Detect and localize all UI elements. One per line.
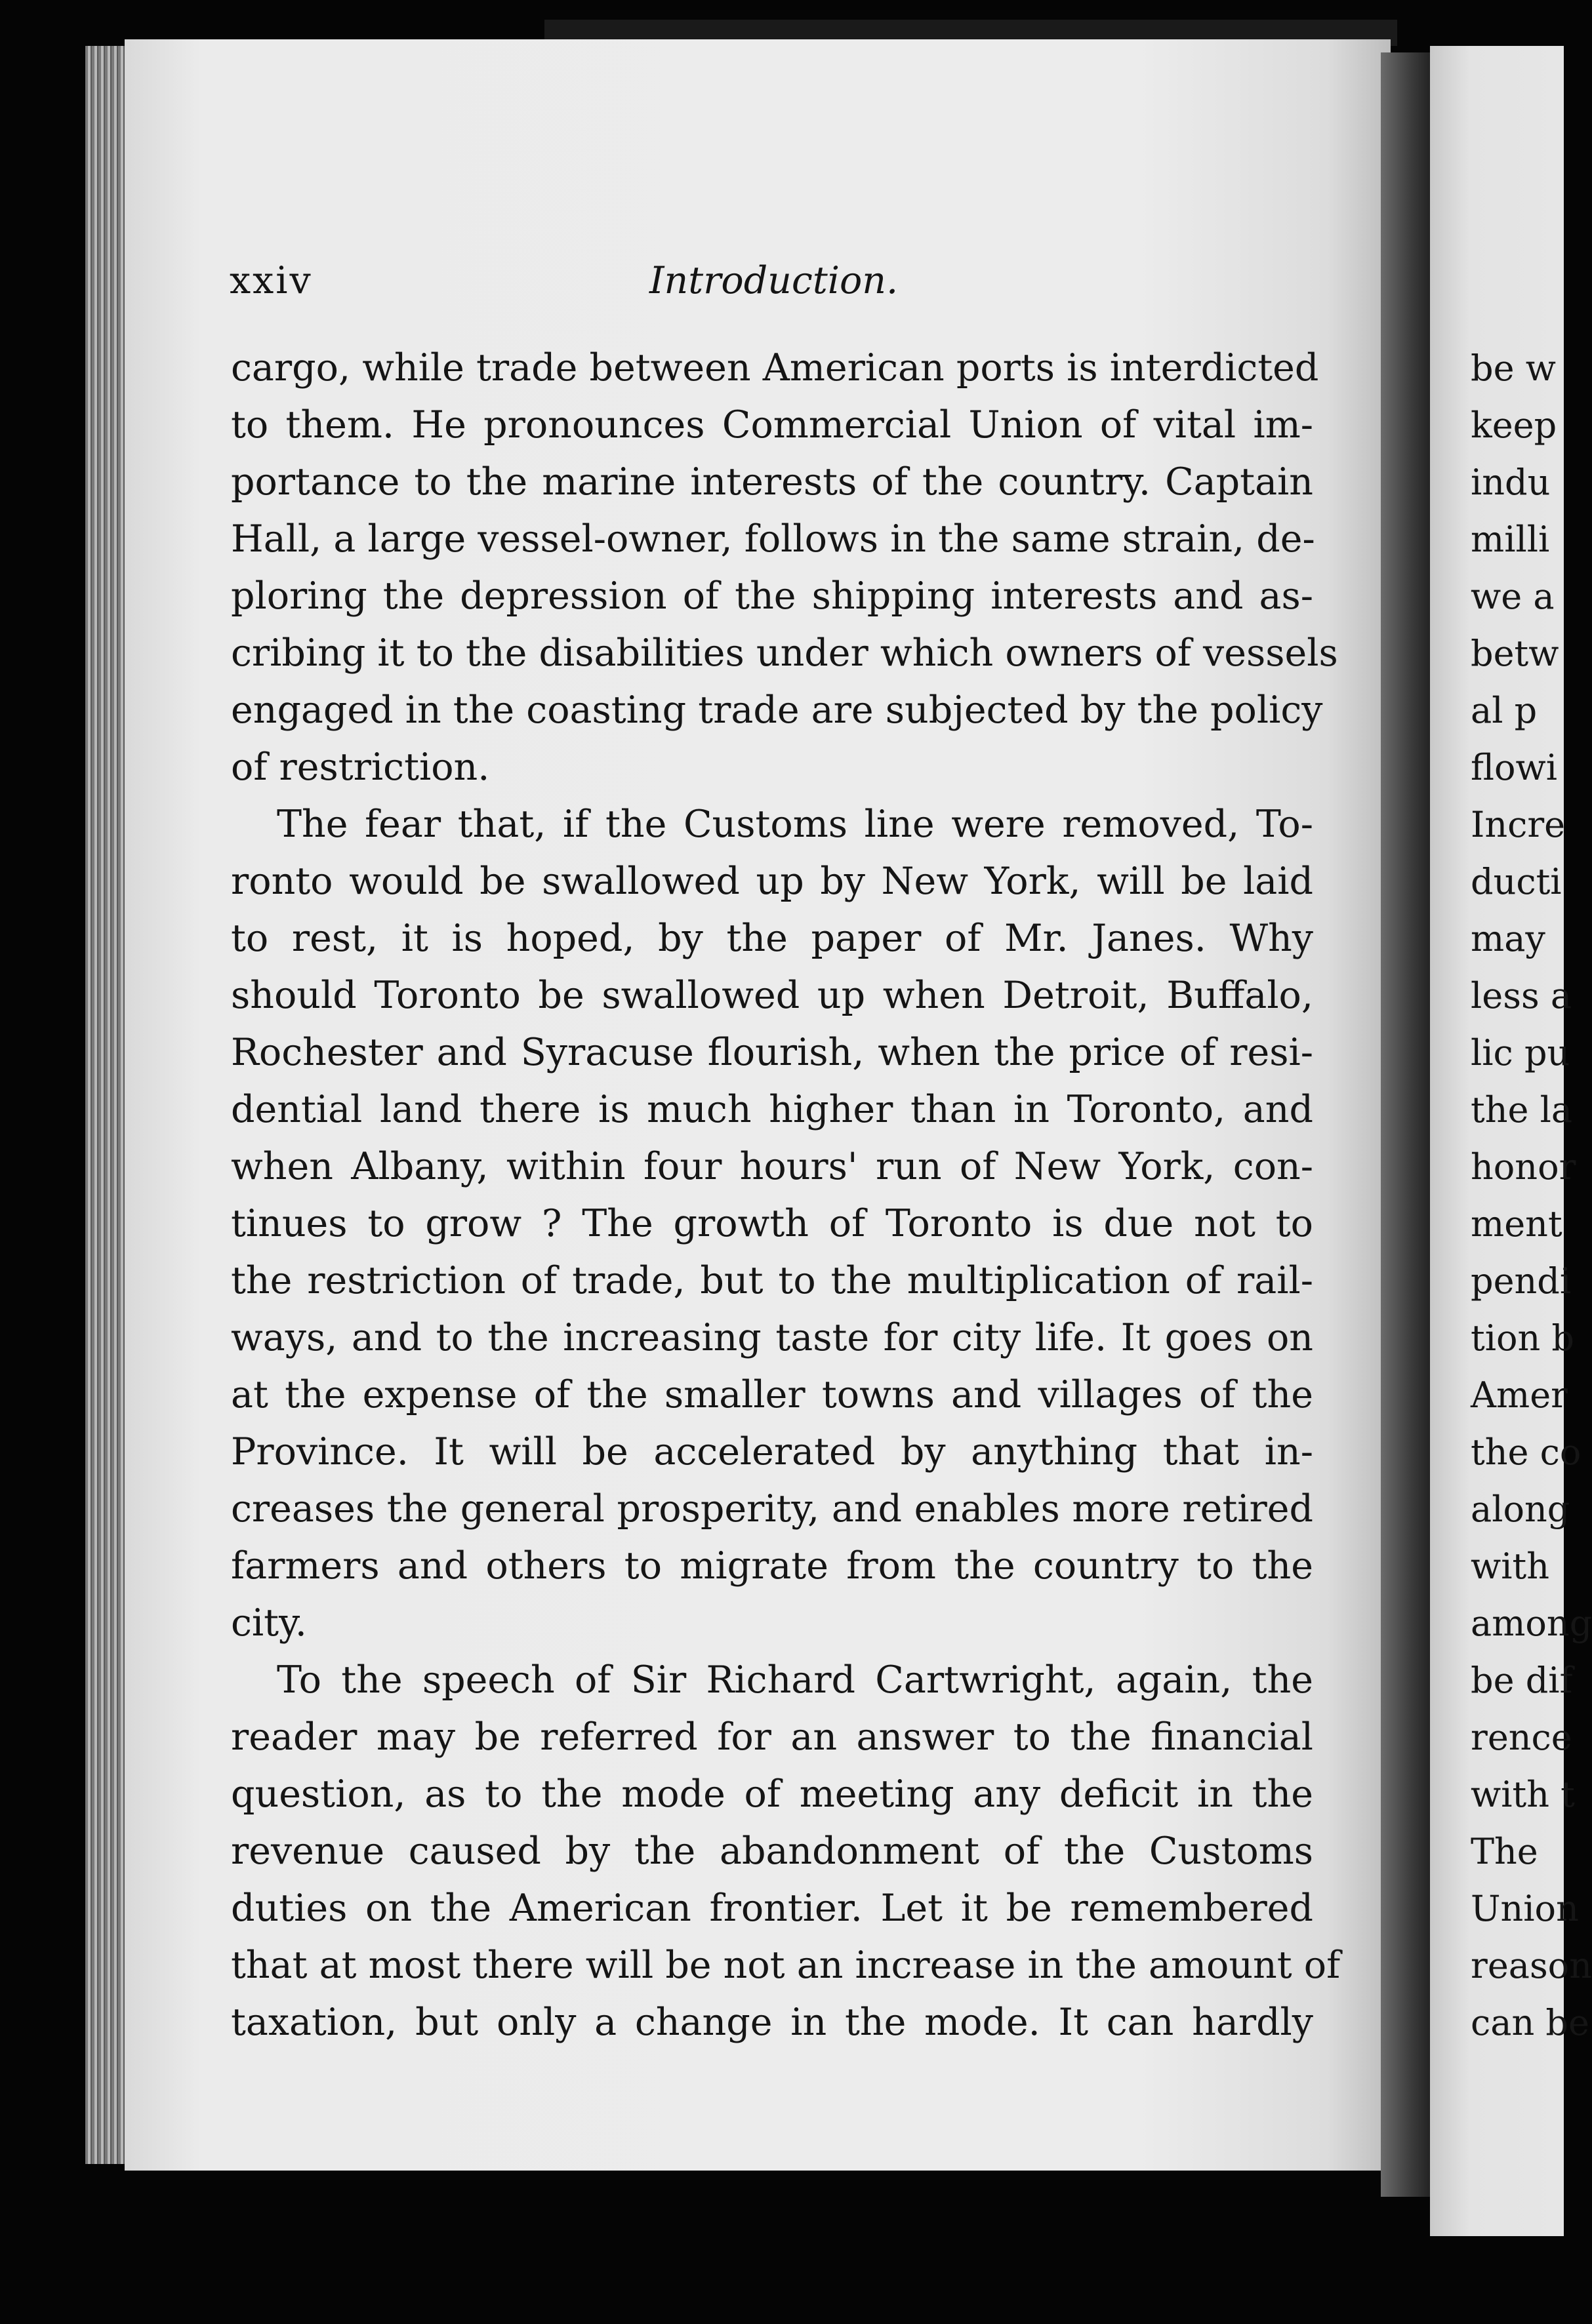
text-line: cargo, while trade between American ports is interdicted: [231, 346, 1319, 390]
text-line: farmers and others to migrate from the country to the: [231, 1544, 1313, 1588]
text-line: dential land there is much higher than in Toronto, and: [231, 1088, 1313, 1131]
right-page-fragment: Amer: [1471, 1374, 1568, 1416]
right-page-fragment: may: [1471, 918, 1545, 959]
running-title: Introduction.: [649, 259, 899, 302]
right-page-fragment: indu: [1471, 462, 1551, 503]
right-page-fragment: The: [1471, 1831, 1538, 1872]
text-line: ploring the depression of the shipping interests and as-: [231, 574, 1313, 618]
right-page-fragment: along: [1471, 1489, 1570, 1530]
right-page-fragment: with t: [1471, 1774, 1575, 1815]
right-page-fragment: be dif: [1471, 1660, 1573, 1701]
right-page-fragment: lic pu: [1471, 1032, 1570, 1073]
text-line: portance to the marine interests of the country. Captain: [231, 460, 1313, 504]
text-line: duties on the American frontier. Let it be remembered: [231, 1887, 1313, 1930]
right-page-fragment: pendi: [1471, 1260, 1572, 1302]
text-line: reader may be referred for an answer to the financial: [231, 1715, 1313, 1759]
right-page-fragment: al p: [1471, 690, 1538, 731]
text-line: at the expense of the smaller towns and villages of the: [231, 1373, 1313, 1416]
right-page-fragment: Incre: [1471, 804, 1566, 845]
right-page-fragment: flowi: [1471, 747, 1558, 788]
right-page-fragment: betw: [1471, 633, 1559, 674]
text-line: creases the general prosperity, and enables more retired: [231, 1487, 1313, 1531]
text-line: To the speech of Sir Richard Cartwright, again, the: [277, 1658, 1313, 1702]
text-line: to rest, it is hoped, by the paper of Mr. Janes. Why: [231, 917, 1313, 960]
right-page-fragment: among: [1471, 1603, 1592, 1644]
text-line: taxation, but only a change in the mode. It can hardly: [231, 2001, 1313, 2044]
body-text: [231, 340, 1341, 2051]
text-line: city.: [231, 1601, 307, 1645]
right-page-fragment: milli: [1471, 519, 1550, 560]
right-page-fragment: less a: [1471, 975, 1572, 1016]
right-page-fragment: reason: [1471, 1945, 1592, 1986]
right-page-fragment: ment: [1471, 1203, 1562, 1245]
text-line: engaged in the coasting trade are subjected by the policy: [231, 689, 1323, 732]
text-line: question, as to the mode of meeting any deficit in the: [231, 1773, 1313, 1816]
right-page-fragment: the la: [1471, 1089, 1573, 1131]
text-line: revenue caused by the abandonment of the Customs: [231, 1830, 1313, 1873]
right-page-fragment: be w: [1471, 348, 1556, 389]
right-page-fragment: rence: [1471, 1717, 1572, 1758]
right-page-fragment: tion b: [1471, 1317, 1574, 1359]
text-line: the restriction of trade, but to the multiplication of rail-: [231, 1259, 1313, 1302]
right-page-text-fragments: [1471, 340, 1592, 2051]
text-line: ways, and to the increasing taste for city life. It goes on: [231, 1316, 1313, 1359]
text-line: cribing it to the disabilities under which owners of vessels: [231, 631, 1338, 675]
right-page-fragment: Union: [1471, 1888, 1579, 1929]
right-page-fragment: the co: [1471, 1432, 1582, 1473]
text-line: Hall, a large vessel-owner, follows in the same strain, de-: [231, 517, 1315, 561]
text-line: The fear that, if the Customs line were removed, To-: [277, 803, 1313, 846]
page-number: xxiv: [230, 259, 313, 302]
right-page-fragment: keep: [1471, 405, 1557, 446]
right-page-fragment: honor: [1471, 1146, 1576, 1188]
right-page-fragment: with: [1471, 1546, 1549, 1587]
text-line: ronto would be swallowed up by New York, will be laid: [231, 860, 1313, 903]
text-line: Rochester and Syracuse flourish, when the price of resi-: [231, 1031, 1313, 1074]
right-page-fragment: can be: [1471, 2002, 1589, 2043]
text-line: to them. He pronounces Commercial Union of vital im-: [231, 403, 1313, 447]
right-page-fragment: ducti: [1471, 861, 1562, 902]
running-head: [230, 259, 1312, 305]
text-line: that at most there will be not an increase in the amount of: [231, 1944, 1341, 1987]
text-line: tinues to grow ? The growth of Toronto is due not to: [231, 1202, 1313, 1245]
text-line: of restriction.: [231, 746, 490, 789]
right-page-fragment: we a: [1471, 576, 1555, 617]
text-line: when Albany, within four hours' run of New York, con-: [231, 1145, 1313, 1188]
text-line: Province. It will be accelerated by anything that in-: [231, 1430, 1313, 1473]
text-line: should Toronto be swallowed up when Detroit, Buffalo,: [231, 974, 1313, 1017]
